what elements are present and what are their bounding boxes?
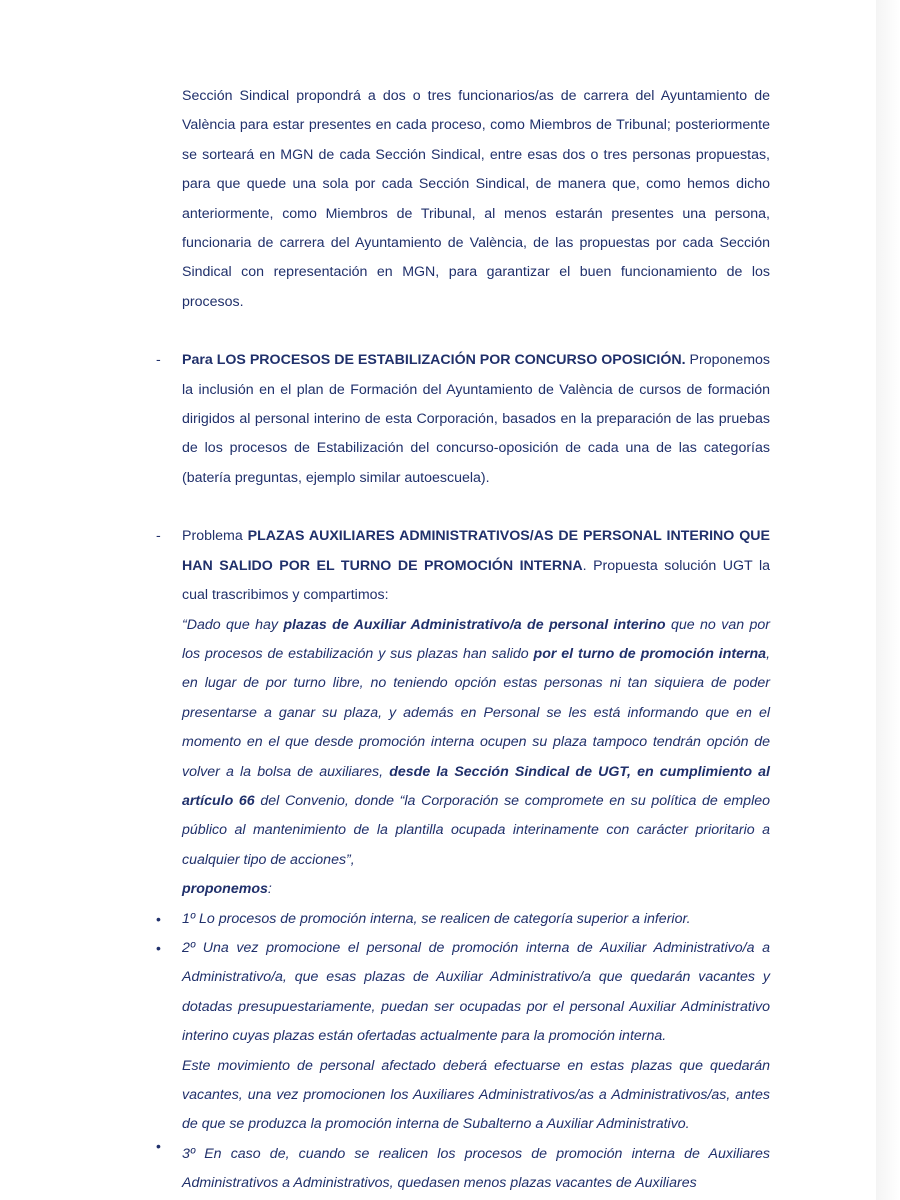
item-heading-estabilizacion: Para LOS PROCESOS DE ESTABILIZACIÓN POR CONCURSO OPOSICIÓN. bbox=[182, 352, 686, 369]
list-item-auxiliares bbox=[156, 522, 770, 610]
quote-bold-part: plazas de Auxiliar Administrativo/a de personal interino bbox=[283, 616, 666, 633]
quote-bold-part: por el turno de promoción interna bbox=[533, 645, 767, 662]
quote-bold-part: proponemos bbox=[182, 881, 268, 898]
bullet-text: 3º En caso de, cuando se realicen los procesos de promoción interna de Auxiliares Administrativos a Administrativos, quedasen menos plazas vacantes de Auxiliares bbox=[182, 1145, 770, 1192]
bullet-marker: • bbox=[156, 939, 161, 956]
list-item-estabilizacion bbox=[156, 346, 770, 493]
dash-marker: - bbox=[156, 528, 161, 545]
page-edge-shadow bbox=[876, 0, 900, 1200]
quote-part: : bbox=[267, 881, 272, 898]
bullet-item-2 bbox=[156, 934, 770, 1052]
paragraph-tribunal: Sección Sindical propondrá a dos o tres funcionarios/as de carrera del Ayuntamiento de València para estar presentes en cada proceso, como Miembros de Tribunal; posteriormente se sorteará en MGN de cada Sección Sindical, entre esas dos o tres personas propuestas, para que quede una sola por cada Sección Sindical, de manera que, como hemos dicho anteriormente, como Miembros de Tribunal, al menos estarán presentes una persona, funcionaria de carrera del Ayuntamiento de València, de las propuestas por cada Sección Sindical con representación en MGN, para garantizar el buen funcionamiento de los procesos. bbox=[182, 88, 770, 310]
quote-part: “Dado que hay bbox=[182, 616, 284, 633]
item-text-estabilizacion: Proponemos la inclusión en el plan de Formación del Ayuntamiento de València de cursos de formación dirigidos al personal interino de esta Corporación, basados en la preparación de las pruebas de los procesos de Estabilización del concurso-oposición de cada una de las categorías (batería preguntas, ejemplo similar autoescuela). bbox=[182, 352, 770, 486]
quote-bold-part: desde la Sección Sindical de UGT, en cumplimiento al artículo 66 bbox=[182, 763, 770, 809]
bullet-marker: • bbox=[156, 910, 161, 927]
document-body bbox=[156, 82, 771, 1199]
quote-ugt bbox=[182, 611, 770, 905]
item-heading-auxiliares: PLAZAS AUXILIARES ADMINISTRATIVOS/AS DE PERSONAL INTERINO QUE HAN SALIDO POR EL TURNO DE PROMOCIÓN INTERNA bbox=[182, 528, 770, 574]
quote-part: que no van por los procesos de estabilización y sus plazas han salido bbox=[182, 616, 771, 662]
bullet-text: 1º Lo procesos de promoción interna, se realicen de categoría superior a inferior. bbox=[182, 910, 691, 927]
quote-part: , en lugar de por turno libre, no teniendo opción estas personas ni tan siquiera de poder presentarse a ganar su plaza, y además en Personal se les está informando que en el momento en el que desde promoción interna ocupen su plaza tampoco tendrán opción de volver a la bolsa de auxiliares, bbox=[182, 645, 771, 780]
item-lead-problema: Problema bbox=[182, 528, 248, 545]
bullet-item-3 bbox=[156, 1137, 770, 1199]
item-text-propuesta: . Propuesta solución UGT la cual trascribimos y compartimos: bbox=[182, 557, 770, 604]
bullet-marker: • bbox=[156, 1137, 161, 1154]
bullet-item-1 bbox=[156, 905, 770, 934]
dash-marker: - bbox=[156, 352, 161, 369]
bullet-item-2-continuation bbox=[182, 1052, 770, 1140]
bullet-text: 2º Una vez promocione el personal de promoción interna de Auxiliar Administrativo/a a Administrativo/a, que esas plazas de Auxiliar Administrativo/a que quedarán vacantes y dotadas presupuestariamente, puedan ser ocupadas por el personal Auxiliar Administrativo interino cuyas plazas están ofertadas actualmente para la promoción interna. bbox=[182, 939, 770, 1045]
quote-part: del Convenio, donde “la Corporación se compromete en su política de empleo público al mantenimiento de la plantilla ocupada interinamente con carácter prioritario a cualquier tipo de acciones”, bbox=[182, 792, 770, 868]
spacer bbox=[182, 493, 770, 522]
spacer bbox=[182, 317, 770, 346]
bullet-extra-text: Este movimiento de personal afectado deberá efectuarse en estas plazas que quedarán vacantes, una vez promocionen los Auxiliares Administrativos/as a Administrativos/as, antes de que se produzca la promoción interna de Subalterno a Auxiliar Administrativo. bbox=[182, 1057, 770, 1133]
